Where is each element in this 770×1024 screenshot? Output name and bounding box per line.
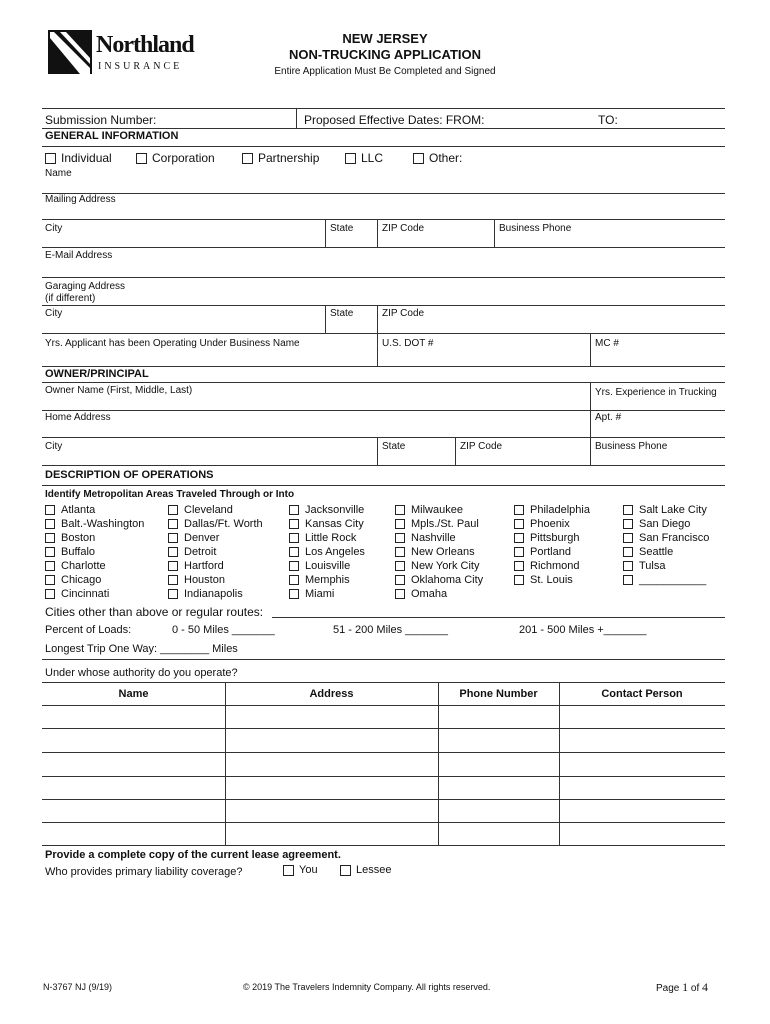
metro-checkbox[interactable]: Little Rock: [289, 531, 365, 545]
percent-loads-label: Percent of Loads:: [45, 624, 132, 636]
years-operating-label: Yrs. Applicant has been Operating Under Business Name: [45, 338, 300, 349]
metro-checkbox[interactable]: Balt.-Washington: [45, 517, 144, 531]
coverage-you-checkbox[interactable]: You: [283, 864, 318, 876]
table-header-name: Name: [118, 688, 149, 700]
metro-checkbox[interactable]: Hartford: [168, 559, 263, 573]
metro-checkbox[interactable]: Kansas City: [289, 517, 365, 531]
entity-llc-checkbox[interactable]: LLC: [345, 151, 383, 165]
metro-checkbox[interactable]: Cincinnati: [45, 587, 144, 601]
metro-checkbox[interactable]: ___________: [623, 573, 709, 587]
owner-heading: OWNER/PRINCIPAL: [45, 368, 149, 380]
range-51-200: 51 - 200 Miles _______: [333, 624, 448, 636]
garaging-state-label: State: [330, 308, 354, 319]
name-label: Name: [45, 168, 72, 179]
metro-heading: Identify Metropolitan Areas Traveled Through or Into: [45, 489, 295, 500]
email-label: E-Mail Address: [45, 250, 113, 261]
logo-brand-text: Northland: [96, 32, 194, 58]
metro-checkbox[interactable]: St. Louis: [514, 573, 590, 587]
northland-logo: [46, 28, 194, 78]
coverage-lessee-checkbox[interactable]: Lessee: [340, 864, 391, 876]
table-row[interactable]: [42, 752, 725, 753]
header-state: NEW JERSEY: [342, 31, 428, 46]
table-row[interactable]: [42, 799, 725, 800]
garaging-address-label: Garaging Address: [45, 281, 126, 292]
metro-checkbox[interactable]: Portland: [514, 545, 590, 559]
metro-column: [623, 503, 709, 587]
effective-dates-label: Proposed Effective Dates: FROM:: [304, 113, 485, 127]
coverage-question: Who provides primary liability coverage?: [45, 866, 243, 878]
entity-corporation-checkbox[interactable]: Corporation: [136, 151, 215, 165]
entity-partnership-checkbox[interactable]: Partnership: [242, 151, 319, 165]
dot-label: U.S. DOT #: [382, 338, 434, 349]
copyright: © 2019 The Travelers Indemnity Company. All rights reserved.: [243, 982, 491, 992]
owner-zip-label: ZIP Code: [460, 441, 503, 452]
metro-checkbox[interactable]: Louisville: [289, 559, 365, 573]
table-header-contact: Contact Person: [601, 688, 683, 700]
mailing-address-label: Mailing Address: [45, 194, 116, 205]
email-field[interactable]: [42, 277, 725, 278]
logo-sub-text: INSURANCE: [98, 61, 183, 72]
metro-checkbox[interactable]: Indianapolis: [168, 587, 263, 601]
metro-checkbox[interactable]: Seattle: [623, 545, 709, 559]
city-label: City: [45, 223, 63, 234]
entity-individual-checkbox[interactable]: Individual: [45, 151, 112, 165]
mc-label: MC #: [595, 338, 619, 349]
metro-column: [395, 503, 483, 601]
trucking-experience-label: Yrs. Experience in Trucking: [595, 387, 717, 398]
metro-checkbox[interactable]: Richmond: [514, 559, 590, 573]
metro-checkbox[interactable]: Pittsburgh: [514, 531, 590, 545]
metro-checkbox[interactable]: Jacksonville: [289, 503, 365, 517]
general-info-heading: GENERAL INFORMATION: [45, 130, 179, 142]
metro-checkbox[interactable]: San Francisco: [623, 531, 709, 545]
owner-name-label: Owner Name (First, Middle, Last): [45, 385, 193, 396]
lease-instruction: Provide a complete copy of the current lease agreement.: [45, 849, 341, 861]
metro-checkbox[interactable]: New Orleans: [395, 545, 483, 559]
metro-checkbox[interactable]: Philadelphia: [514, 503, 590, 517]
metro-checkbox[interactable]: Mpls./St. Paul: [395, 517, 483, 531]
owner-city-label: City: [45, 441, 63, 452]
metro-checkbox[interactable]: Cleveland: [168, 503, 263, 517]
metro-checkbox[interactable]: Detroit: [168, 545, 263, 559]
submission-number-label: Submission Number:: [45, 113, 157, 127]
table-row[interactable]: [42, 728, 725, 729]
table-header-address: Address: [309, 688, 354, 700]
page-indicator: Page 1 of 4: [656, 980, 709, 994]
metro-checkbox[interactable]: Los Angeles: [289, 545, 365, 559]
metro-checkbox[interactable]: Houston: [168, 573, 263, 587]
range-0-50: 0 - 50 Miles _______: [172, 624, 275, 636]
other-cities-field[interactable]: [272, 617, 725, 618]
metro-column: [168, 503, 263, 601]
apt-label: Apt. #: [595, 412, 622, 423]
entity-other-checkbox[interactable]: Other:: [413, 151, 462, 165]
logo-mark-icon: [46, 28, 94, 76]
header-title: NON-TRUCKING APPLICATION: [288, 47, 482, 62]
owner-phone-label: Business Phone: [595, 441, 668, 452]
form-number: N-3767 NJ (9/19): [43, 982, 113, 992]
metro-checkbox[interactable]: Boston: [45, 531, 144, 545]
metro-checkbox[interactable]: Salt Lake City: [623, 503, 709, 517]
metro-checkbox[interactable]: San Diego: [623, 517, 709, 531]
metro-checkbox[interactable]: Miami: [289, 587, 365, 601]
other-cities-label: Cities other than above or regular routes:: [45, 605, 264, 619]
home-address-label: Home Address: [45, 412, 111, 423]
header-subtitle: Entire Application Must Be Completed and Signed: [274, 66, 496, 77]
metro-checkbox[interactable]: Oklahoma City: [395, 573, 483, 587]
owner-state-label: State: [382, 441, 406, 452]
metro-checkbox[interactable]: Dallas/Ft. Worth: [168, 517, 263, 531]
name-field[interactable]: [42, 193, 725, 194]
metro-checkbox[interactable]: Denver: [168, 531, 263, 545]
garaging-city-label: City: [45, 308, 63, 319]
business-phone-label: Business Phone: [499, 223, 572, 234]
metro-checkbox[interactable]: Atlanta: [45, 503, 144, 517]
metro-checkbox[interactable]: Milwaukee: [395, 503, 483, 517]
metro-checkbox[interactable]: Chicago: [45, 573, 144, 587]
longest-trip-label: Longest Trip One Way: ________ Miles: [45, 643, 238, 655]
metro-checkbox[interactable]: Tulsa: [623, 559, 709, 573]
table-row[interactable]: [42, 822, 725, 823]
metro-checkbox[interactable]: Phoenix: [514, 517, 590, 531]
authority-label: Under whose authority do you operate?: [45, 667, 238, 679]
zip-label: ZIP Code: [382, 223, 425, 234]
metro-checkbox[interactable]: Omaha: [395, 587, 483, 601]
metro-checkbox[interactable]: Memphis: [289, 573, 365, 587]
metro-column: [45, 503, 144, 601]
metro-checkbox[interactable]: Nashville: [395, 531, 483, 545]
range-201-500: 201 - 500 Miles +_______: [519, 624, 647, 636]
metro-checkbox[interactable]: Charlotte: [45, 559, 144, 573]
garaging-zip-label: ZIP Code: [382, 308, 425, 319]
effective-to-label: TO:: [598, 113, 618, 127]
garaging-note: (if different): [45, 293, 96, 304]
operations-heading: DESCRIPTION OF OPERATIONS: [45, 469, 214, 481]
table-header-phone: Phone Number: [459, 688, 538, 700]
metro-checkbox[interactable]: Buffalo: [45, 545, 144, 559]
table-row[interactable]: [42, 776, 725, 777]
metro-column: [289, 503, 365, 601]
metro-checkbox[interactable]: New York City: [395, 559, 483, 573]
state-label: State: [330, 223, 354, 234]
metro-column: [514, 503, 590, 587]
mailing-address-field[interactable]: [42, 219, 725, 220]
